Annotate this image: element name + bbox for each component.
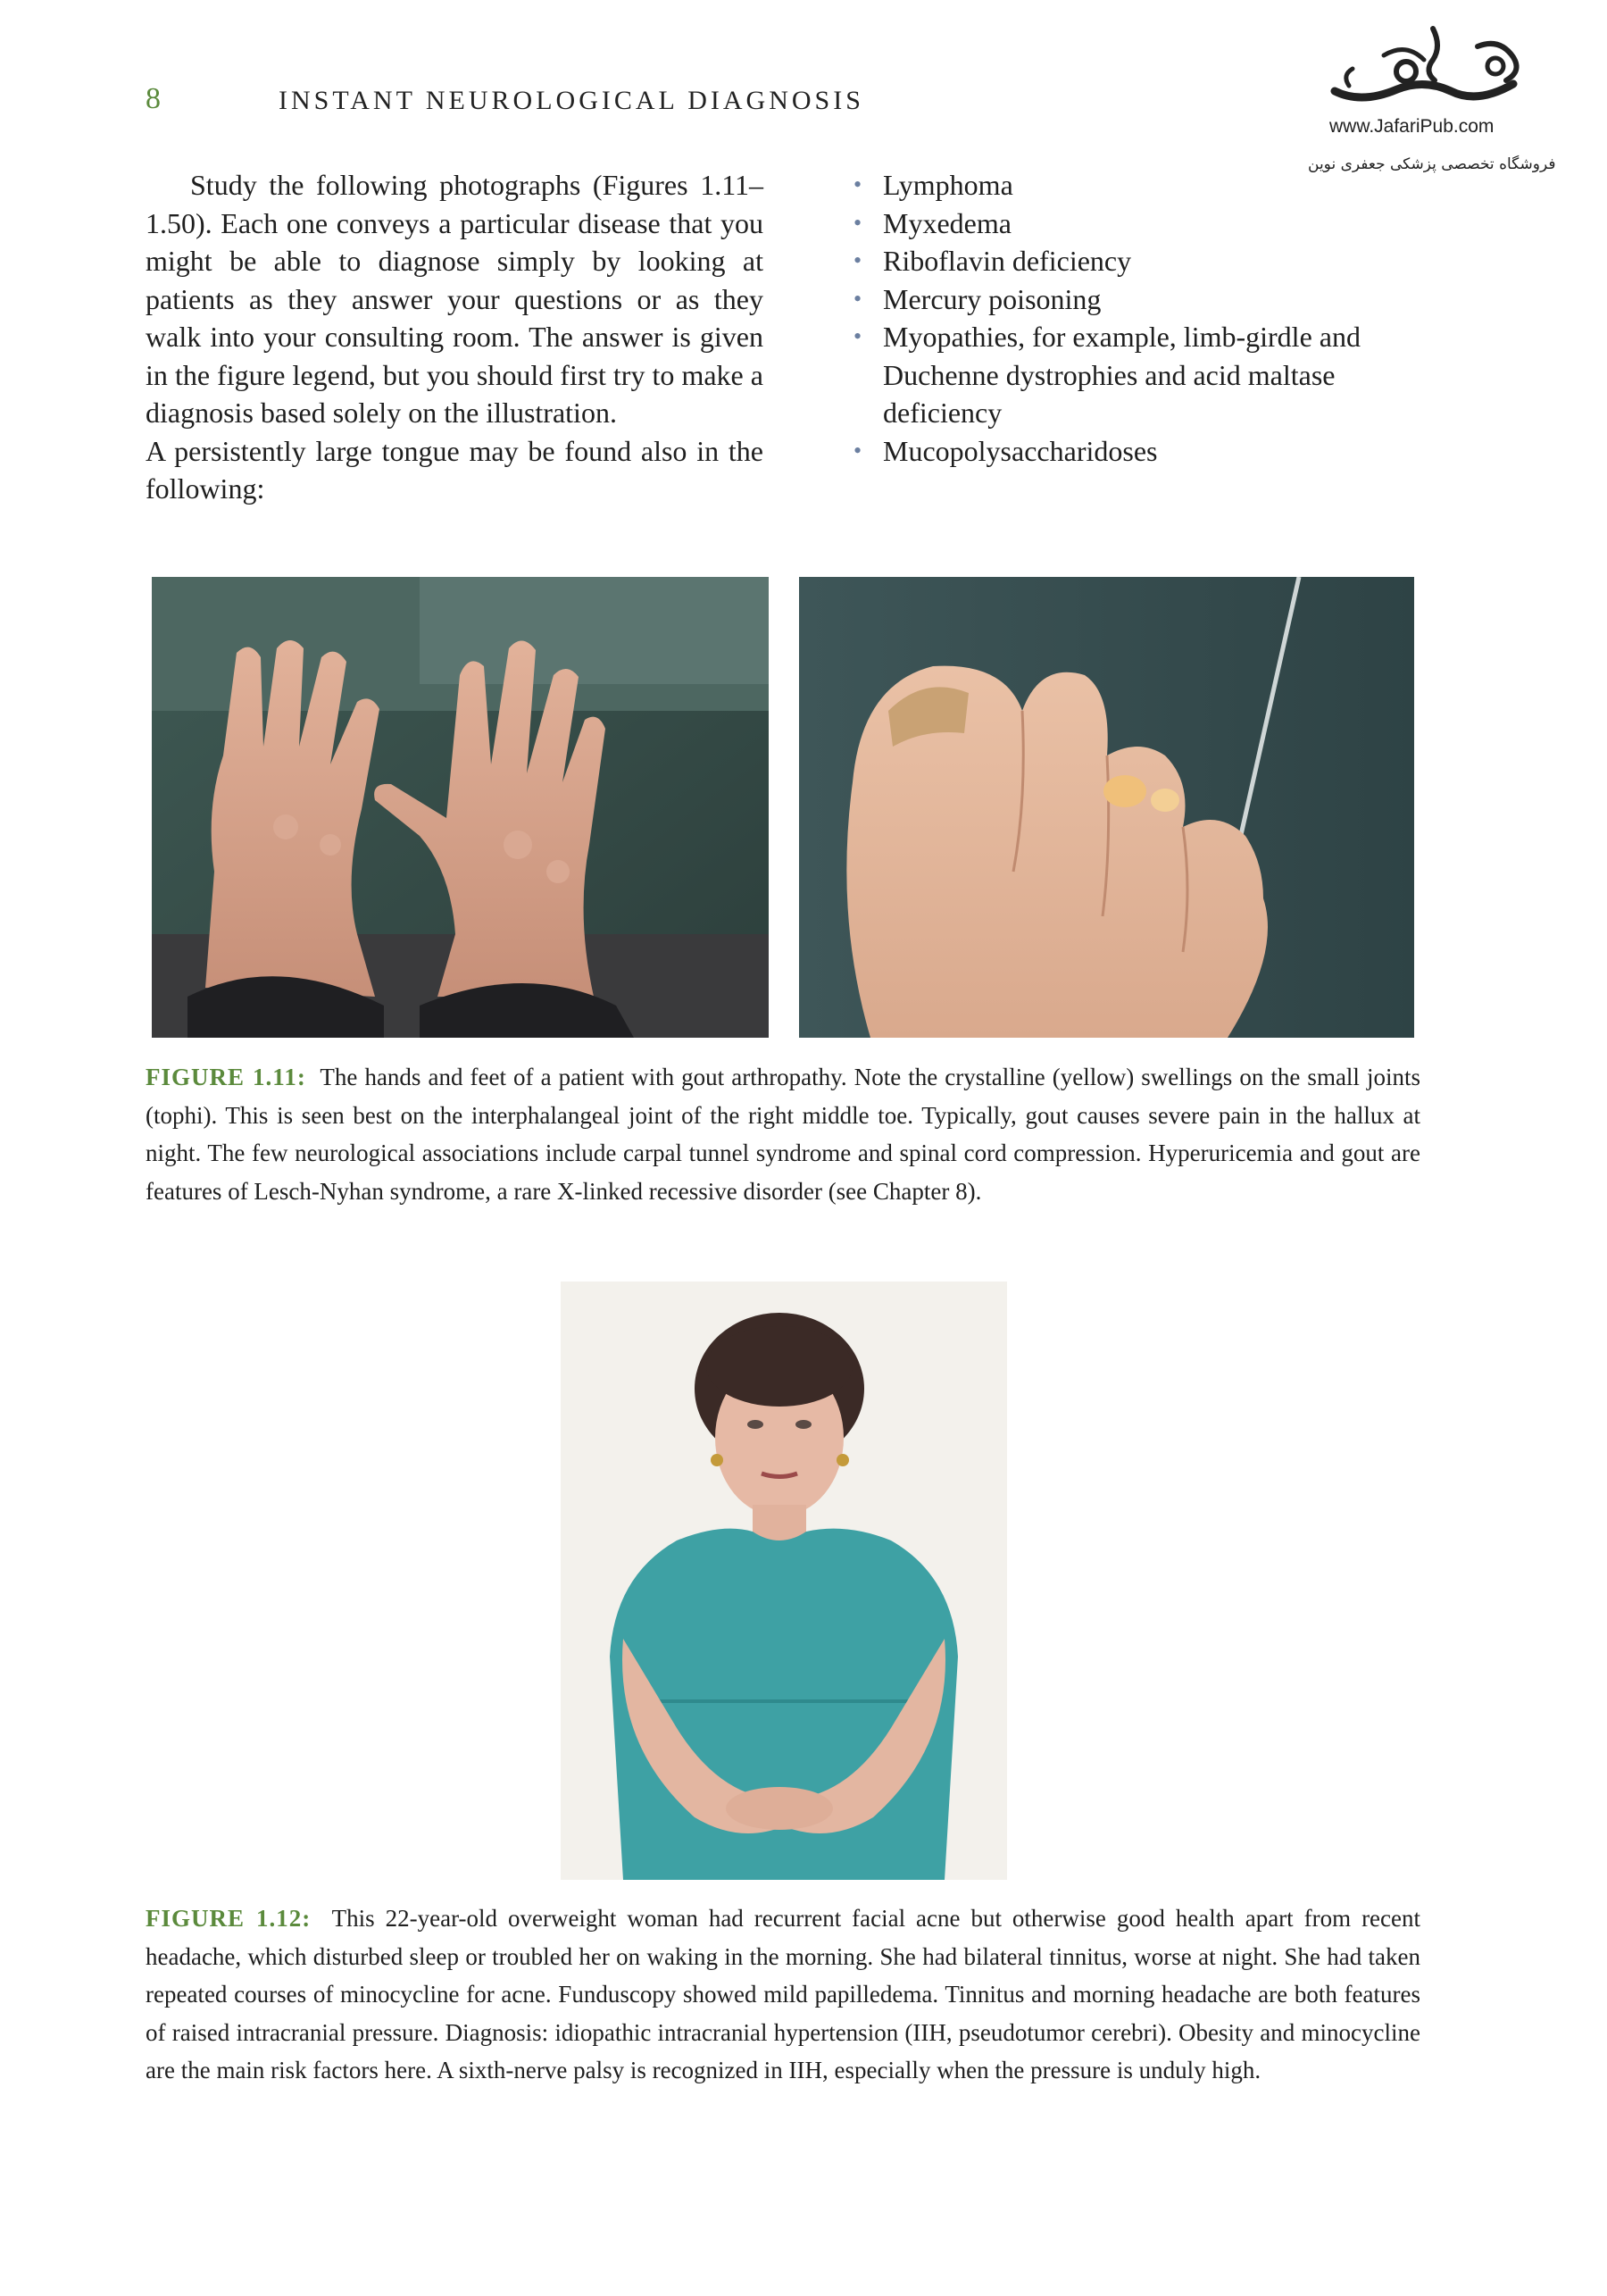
intro-text (146, 166, 763, 508)
calligraphy-logo-icon (1299, 20, 1567, 118)
page-number: 8 (146, 82, 161, 115)
large-tongue-paragraph: A persistently large tongue may be found also in the following: (146, 434, 763, 505)
hands-photo (152, 577, 769, 1038)
large-tongue-causes (853, 166, 1425, 470)
list-item: • Myxedema (853, 205, 1425, 243)
bullet-list (853, 166, 1425, 470)
running-title: INSTANT NEUROLOGICAL DIAGNOSIS (279, 86, 864, 115)
list-item: • Myopathies, for example, limb-girdle and Duchenne dystrophies and acid maltase deficiency (853, 318, 1425, 432)
list-item: • Riboflavin deficiency (853, 242, 1425, 280)
intro-paragraph: Study the following photographs (Figures 1.11–1.50). Each one conveys a particular disease that you might be able to diagnose simply by looking at patients as they answer your questions or as they walk into your consulting room. The answer is given in the figure legend, but you should first try to make a diagnosis based solely on the illustration. (146, 169, 763, 429)
patient-portrait-photo (561, 1282, 1007, 1880)
figure-label: FIGURE 1.12: (146, 1905, 312, 1932)
figure-label: FIGURE 1.11: (146, 1064, 306, 1090)
publisher-tagline: فروشگاه تخصصی پزشکی جعفری نوین (1308, 155, 1556, 173)
figure-caption-text: This 22-year-old overweight woman had recurrent facial acne but otherwise good health apart from recent headache, which disturbed sleep or troubled her on waking in the morning. She had bilateral tinnitus, worse at night. She had taken repeated courses of minocycline for acne. Funduscopy showed mild papilledema. Tinnitus and morning headache are both features of raised intracranial pressure. Diagnosis: idiopathic intracranial hypertension (IIH, pseudotumor cerebri). Obesity and minocycline are the main risk factors here. A sixth-nerve palsy is recognized in IIH, especially when the pressure is unduly high. (146, 1905, 1421, 2083)
figure-caption (146, 1899, 1420, 2090)
list-item: • Lymphoma (853, 166, 1425, 205)
figure-caption (146, 1058, 1420, 1210)
figure-caption-text: The hands and feet of a patient with gout arthropathy. Note the crystalline (yellow) swellings on the small joints (tophi). This is seen best on the interphalangeal joint of the right middle toe. Typically, gout causes severe pain in the hallux at night. The few neurological associations include carpal tunnel syndrome and spinal cord compression. Hyperuricemia and gout are features of Lesch-Nyhan syndrome, a rare X-linked recessive disorder (see Chapter 8). (146, 1064, 1420, 1205)
list-item: • Mucopolysaccharidoses (853, 432, 1425, 471)
publisher-logo (1299, 20, 1567, 185)
list-item: • Mercury poisoning (853, 280, 1425, 319)
feet-photo (799, 577, 1414, 1038)
publisher-url: www.JafariPub.com (1329, 116, 1495, 137)
